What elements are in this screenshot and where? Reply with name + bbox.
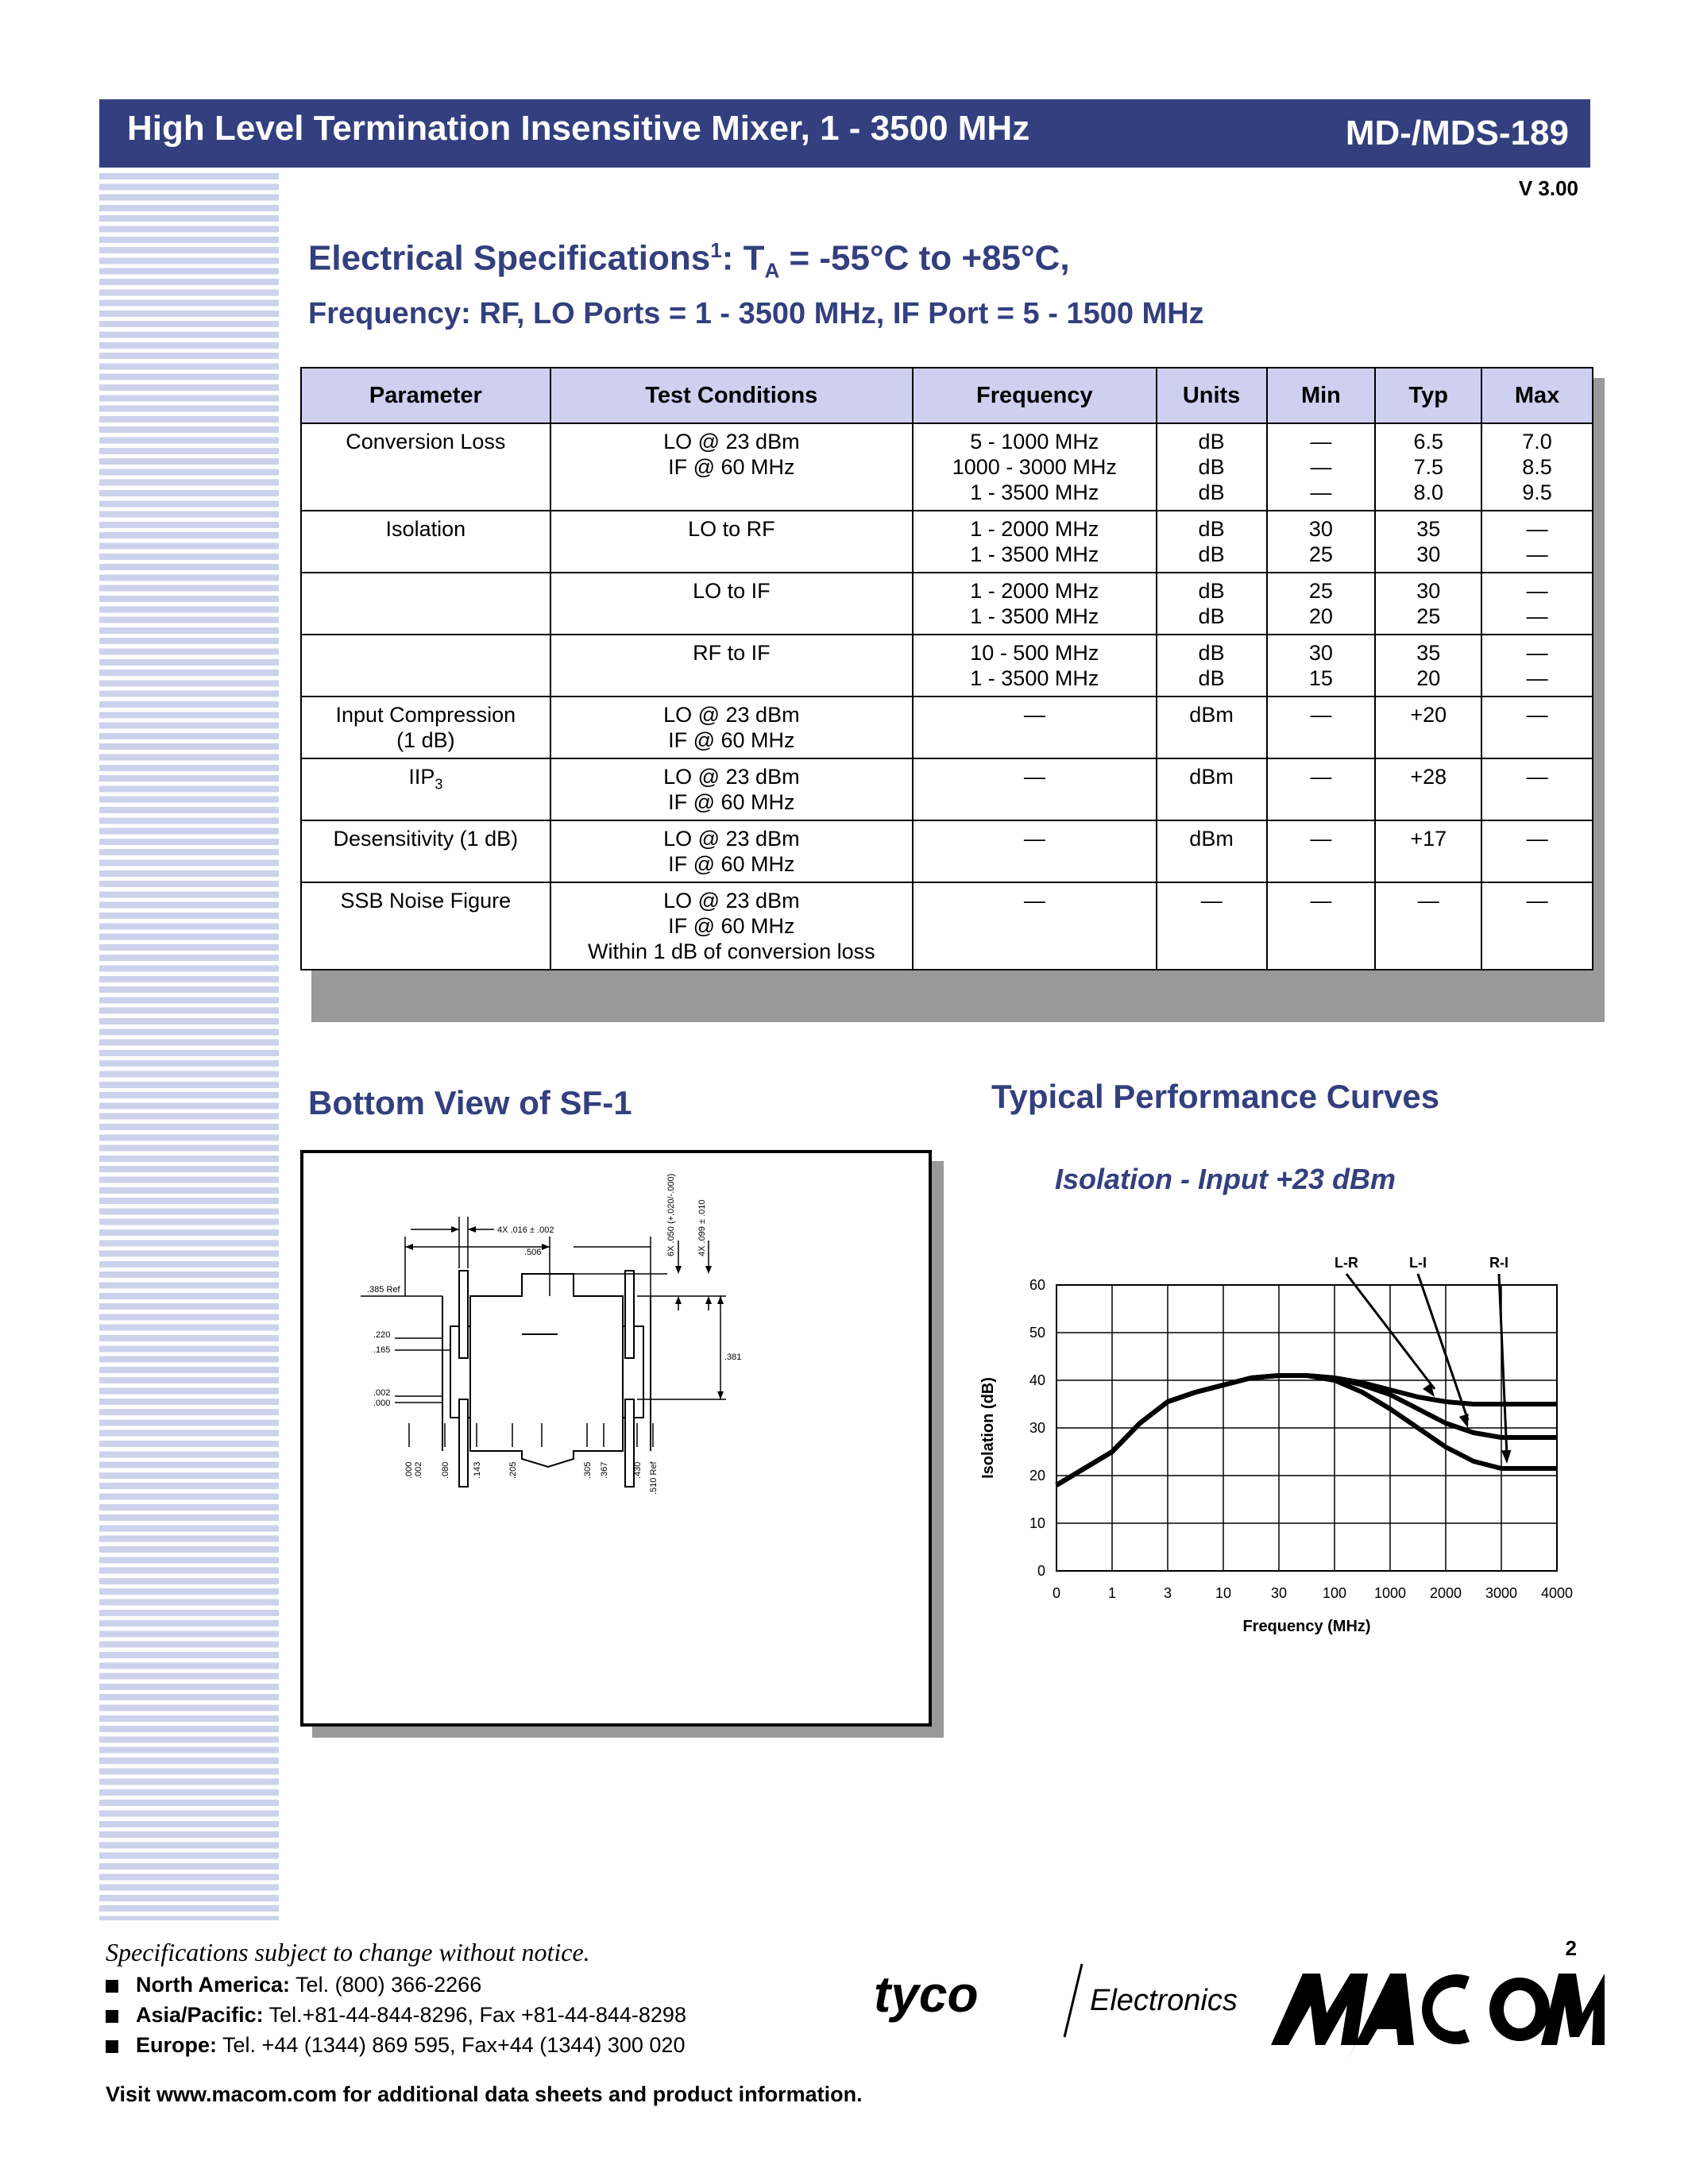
- cell-max: [1481, 882, 1593, 970]
- cell-typ: [1375, 635, 1481, 696]
- table-row: [301, 511, 1593, 573]
- cell-line: 7.5: [1413, 455, 1443, 479]
- cell-line: 5 - 1000 MHz: [970, 430, 1099, 453]
- cell-line: —: [1023, 827, 1045, 851]
- visit-website: Visit www.macom.com for additional data sheets and product information.: [106, 2082, 863, 2106]
- cell-min: [1267, 820, 1376, 882]
- legend-label: R-I: [1489, 1255, 1508, 1271]
- cell-line: —: [1526, 827, 1548, 851]
- table-row: [301, 573, 1593, 635]
- cell-line: 15: [1308, 666, 1333, 690]
- spec-subtitle: Frequency: RF, LO Ports = 1 - 3500 MHz, IF Port = 5 - 1500 MHz: [308, 297, 1204, 330]
- cell-line: LO @ 23 dBm: [663, 703, 800, 727]
- tyco-logo: [874, 1950, 1239, 2053]
- cell-line: 30: [1416, 579, 1441, 603]
- package-outline-svg: [303, 1153, 929, 1723]
- cell-conditions: [550, 573, 913, 635]
- cell-min: [1267, 758, 1376, 820]
- cell-frequency: [913, 696, 1157, 758]
- table-row: [301, 423, 1593, 511]
- cell-line: +17: [1410, 827, 1447, 851]
- cell-line: 25: [1308, 579, 1333, 603]
- cell-line: 8.0: [1413, 480, 1443, 504]
- cell-line: 30: [1308, 517, 1333, 541]
- cell-line: Conversion Loss: [346, 430, 506, 453]
- cell-units: [1157, 882, 1267, 970]
- dim-span: .506: [524, 1248, 542, 1257]
- cell-max: [1481, 758, 1593, 820]
- cell-line: LO to IF: [693, 579, 771, 603]
- table-row: [301, 758, 1593, 820]
- cell-parameter: [301, 635, 550, 696]
- cell-line: IF @ 60 MHz: [668, 790, 795, 814]
- cell-min: [1267, 635, 1376, 696]
- dim-bottom-7: .430: [633, 1461, 643, 1479]
- bullet-square-icon: [106, 2010, 118, 2023]
- cell-line: —: [1310, 889, 1332, 913]
- legend-arrow-head: [1501, 1450, 1511, 1464]
- cell-units: [1157, 758, 1267, 820]
- cell-line: Input Compression: [335, 703, 516, 727]
- cell-frequency: [913, 511, 1157, 573]
- y-tick-label: 10: [1029, 1515, 1045, 1531]
- cell-frequency: [913, 635, 1157, 696]
- cell-typ: [1375, 882, 1481, 970]
- cell-line: 25: [1416, 604, 1441, 628]
- cell-line: —: [1310, 827, 1332, 851]
- cell-max: [1481, 423, 1593, 511]
- cell-line: 30: [1416, 542, 1441, 566]
- cell-line: IF @ 60 MHz: [668, 728, 795, 752]
- dim-220: .220: [373, 1330, 391, 1340]
- cell-line: Within 1 dB of conversion loss: [588, 940, 875, 963]
- cell-line: 1 - 3500 MHz: [970, 542, 1099, 566]
- cell-line: 1 - 3500 MHz: [970, 666, 1099, 690]
- chart-grid: [1056, 1285, 1557, 1571]
- cell-max: [1481, 573, 1593, 635]
- cell-frequency: [913, 758, 1157, 820]
- cell-line: —: [1526, 765, 1548, 789]
- cell-line: 10 - 500 MHz: [970, 641, 1099, 665]
- package-pins: [459, 1271, 634, 1487]
- contact-north-america: North America: Tel. (800) 366-2266: [106, 1973, 481, 1997]
- cell-min: [1267, 882, 1376, 970]
- bullet-square-icon: [106, 1980, 118, 1993]
- cell-frequency: [913, 423, 1157, 511]
- column-header: Frequency: [913, 368, 1157, 423]
- cell-line: dBm: [1189, 765, 1234, 789]
- cell-line: dBm: [1189, 827, 1234, 851]
- cell-min: [1267, 511, 1376, 573]
- cell-conditions: [550, 511, 913, 573]
- cell-line: dB: [1198, 666, 1225, 690]
- table-row: [301, 696, 1593, 758]
- y-tick-label: 60: [1029, 1277, 1045, 1293]
- cell-conditions: [550, 820, 913, 882]
- table-header-row: [301, 368, 1593, 423]
- cell-parameter: [301, 820, 550, 882]
- y-tick-label: 20: [1029, 1468, 1045, 1484]
- x-tick-label: 1000: [1373, 1585, 1407, 1601]
- macom-logo: [1271, 1958, 1605, 2061]
- cell-line: +28: [1410, 765, 1447, 789]
- x-tick-label: 30: [1270, 1585, 1288, 1601]
- dim-bottom-1: .002: [414, 1461, 423, 1479]
- dim-pin-len: 6X .050 (+.020/-.000): [666, 1173, 676, 1256]
- cell-line: 7.0: [1522, 430, 1552, 453]
- table-row: [301, 882, 1593, 970]
- cell-typ: [1375, 758, 1481, 820]
- column-header: Min: [1267, 368, 1376, 423]
- cell-line: —: [1417, 889, 1439, 913]
- cell-line: —: [1023, 889, 1045, 913]
- dim-000: .000: [373, 1399, 391, 1408]
- cell-line: —: [1310, 430, 1332, 453]
- dim-bottom-8: .510 Ref: [649, 1461, 659, 1495]
- y-tick-label: 50: [1029, 1325, 1045, 1341]
- dim-ref385: .385 Ref: [367, 1285, 400, 1295]
- cell-units: [1157, 820, 1267, 882]
- cell-line: LO @ 23 dBm: [663, 430, 800, 453]
- cell-line: 6.5: [1413, 430, 1443, 453]
- page-title: High Level Termination Insensitive Mixer, 1 - 3500 MHz: [127, 109, 1030, 148]
- cell-line: dB: [1198, 641, 1225, 665]
- x-tick-label: 0: [1052, 1585, 1061, 1601]
- cell-frequency: [913, 882, 1157, 970]
- cell-line: LO @ 23 dBm: [663, 827, 800, 851]
- cell-line: —: [1200, 889, 1223, 913]
- part-number: MD-/MDS-189: [1345, 114, 1569, 152]
- column-header: Units: [1157, 368, 1267, 423]
- cell-line: 30: [1308, 641, 1333, 665]
- cell-line: $IIP_3$: [408, 765, 443, 793]
- cell-units: [1157, 635, 1267, 696]
- cell-max: [1481, 696, 1593, 758]
- decorative-stripes: [99, 173, 279, 1920]
- package-body: [442, 1274, 651, 1467]
- dim-002: .002: [373, 1388, 391, 1398]
- dim-pin-gap: 4X .099 ± .010: [697, 1199, 707, 1256]
- series-line-r-i: [1056, 1376, 1557, 1485]
- cell-line: —: [1526, 703, 1548, 727]
- cell-line: dB: [1198, 542, 1225, 566]
- bullet-square-icon: [106, 2040, 118, 2053]
- x-tick-label: 10: [1215, 1585, 1232, 1601]
- dim-bottom-0: .000: [404, 1461, 414, 1479]
- cell-parameter: [301, 423, 550, 511]
- cell-line: dBm: [1189, 703, 1234, 727]
- cell-line: —: [1526, 517, 1548, 541]
- cell-line: 35: [1416, 641, 1441, 665]
- cell-line: (1 dB): [396, 728, 455, 752]
- cell-line: —: [1310, 765, 1332, 789]
- cell-line: —: [1310, 480, 1332, 504]
- cell-units: [1157, 511, 1267, 573]
- package-drawing: [300, 1150, 932, 1727]
- cell-line: SSB Noise Figure: [340, 889, 512, 913]
- y-tick-label: 40: [1029, 1372, 1045, 1388]
- cell-line: —: [1310, 703, 1332, 727]
- cell-line: 1 - 3500 MHz: [970, 480, 1099, 504]
- cell-line: 20: [1308, 604, 1333, 628]
- contact-europe: Europe: Tel. +44 (1344) 869 595, Fax+44 (1344) 300 020: [106, 2033, 685, 2058]
- cell-line: —: [1310, 455, 1332, 479]
- cell-line: IF @ 60 MHz: [668, 455, 795, 479]
- cell-line: 25: [1308, 542, 1333, 566]
- cell-conditions: [550, 423, 913, 511]
- cell-line: dB: [1198, 430, 1225, 453]
- contact-asia-pacific: Asia/Pacific: Tel.+81-44-844-8296, Fax +81-44-844-8298: [106, 2003, 686, 2028]
- cell-line: LO to RF: [688, 517, 775, 541]
- cell-line: —: [1526, 666, 1548, 690]
- cell-line: —: [1526, 889, 1548, 913]
- cell-line: 8.5: [1522, 455, 1552, 479]
- cell-parameter: [301, 511, 550, 573]
- cell-parameter: [301, 882, 550, 970]
- cell-line: IF @ 60 MHz: [668, 852, 795, 876]
- dim-bottom-5: .305: [583, 1461, 593, 1479]
- cell-line: —: [1526, 579, 1548, 603]
- x-tick-label: 100: [1322, 1585, 1347, 1601]
- cell-frequency: [913, 820, 1157, 882]
- cell-line: dB: [1198, 579, 1225, 603]
- chart-x-label: Frequency (MHz): [1242, 1618, 1371, 1635]
- legend-label: L-I: [1409, 1255, 1427, 1271]
- dim-bottom-3: .143: [473, 1461, 482, 1479]
- column-header: Typ: [1375, 368, 1481, 423]
- cell-line: Desensitivity (1 dB): [333, 827, 519, 851]
- cell-max: [1481, 511, 1593, 573]
- x-tick-label: 3000: [1485, 1585, 1518, 1601]
- cell-line: dB: [1198, 480, 1225, 504]
- x-tick-label: 3: [1163, 1585, 1172, 1601]
- table-row: [301, 635, 1593, 696]
- column-header: Test Conditions: [550, 368, 913, 423]
- tyco-slash: [1064, 1964, 1082, 2037]
- cell-units: [1157, 573, 1267, 635]
- cell-conditions: [550, 882, 913, 970]
- cell-line: 1 - 3500 MHz: [970, 604, 1099, 628]
- cell-line: 35: [1416, 517, 1441, 541]
- cell-min: [1267, 423, 1376, 511]
- x-tick-label: 4000: [1540, 1585, 1573, 1601]
- y-tick-label: 0: [1037, 1563, 1045, 1579]
- cell-typ: [1375, 511, 1481, 573]
- spec-title: Electrical Specifications$^1$: $T_A = -55^\circ C$ to +85°C,: [308, 238, 1070, 283]
- dim-165: .165: [373, 1345, 391, 1355]
- performance-title: Typical Performance Curves: [991, 1078, 1440, 1115]
- tyco-wordmark: tyco: [874, 1966, 979, 2023]
- cell-line: 1 - 2000 MHz: [970, 579, 1099, 603]
- cell-parameter: [301, 758, 550, 820]
- cell-typ: [1375, 820, 1481, 882]
- dim-381: .381: [724, 1352, 742, 1362]
- cell-line: LO @ 23 dBm: [663, 765, 800, 789]
- version-label: V 3.00: [1518, 176, 1578, 200]
- cell-conditions: [550, 635, 913, 696]
- chart-title: Isolation - Input +23 dBm: [1055, 1163, 1396, 1195]
- cell-line: dB: [1198, 604, 1225, 628]
- footer-note: Specifications subject to change without notice.: [106, 1938, 590, 1966]
- chart-y-label: Isolation (dB): [979, 1377, 997, 1479]
- cell-line: —: [1023, 765, 1045, 789]
- cell-line: 9.5: [1522, 480, 1552, 504]
- dim-pin-width: 4X .016 ± .002: [497, 1225, 554, 1235]
- cell-line: IF @ 60 MHz: [668, 914, 795, 938]
- cell-line: —: [1526, 641, 1548, 665]
- spec-table-wrap: [300, 367, 1593, 970]
- cell-frequency: [913, 573, 1157, 635]
- cell-max: [1481, 820, 1593, 882]
- x-tick-label: 1: [1107, 1585, 1117, 1601]
- cell-parameter: [301, 696, 550, 758]
- cell-line: 20: [1416, 666, 1441, 690]
- column-header: Parameter: [301, 368, 550, 423]
- dim-bottom-4: .205: [508, 1461, 518, 1479]
- cell-typ: [1375, 423, 1481, 511]
- tyco-electronics-text: Electronics: [1090, 1984, 1238, 2017]
- cell-line: 1000 - 3000 MHz: [952, 455, 1117, 479]
- column-header: Max: [1481, 368, 1593, 423]
- cell-line: dB: [1198, 455, 1225, 479]
- spec-table: [300, 367, 1593, 970]
- chart-lines: [1056, 1376, 1557, 1485]
- cell-line: —: [1023, 703, 1045, 727]
- cell-conditions: [550, 696, 913, 758]
- cell-line: —: [1526, 542, 1548, 566]
- cell-line: LO @ 23 dBm: [663, 889, 800, 913]
- cell-line: +20: [1410, 703, 1447, 727]
- legend-label: L-R: [1335, 1255, 1358, 1271]
- table-row: [301, 820, 1593, 882]
- cell-line: RF to IF: [693, 641, 771, 665]
- cell-typ: [1375, 573, 1481, 635]
- cell-line: —: [1526, 604, 1548, 628]
- cell-min: [1267, 696, 1376, 758]
- page-number: 2: [1565, 1936, 1577, 1960]
- bottom-view-title: Bottom View of SF-1: [308, 1084, 632, 1121]
- cell-conditions: [550, 758, 913, 820]
- cell-max: [1481, 635, 1593, 696]
- dim-bottom-2: .080: [441, 1461, 450, 1479]
- cell-parameter: [301, 573, 550, 635]
- cell-line: 1 - 2000 MHz: [970, 517, 1099, 541]
- cell-line: Isolation: [385, 517, 466, 541]
- cell-units: [1157, 696, 1267, 758]
- y-tick-label: 30: [1029, 1420, 1045, 1436]
- cell-min: [1267, 573, 1376, 635]
- chart-ticks: [1029, 1277, 1573, 1601]
- dim-bottom-6: .367: [600, 1461, 609, 1479]
- cell-typ: [1375, 696, 1481, 758]
- cell-line: dB: [1198, 517, 1225, 541]
- x-tick-label: 2000: [1429, 1585, 1462, 1601]
- cell-units: [1157, 423, 1267, 511]
- isolation-chart: [969, 1239, 1573, 1684]
